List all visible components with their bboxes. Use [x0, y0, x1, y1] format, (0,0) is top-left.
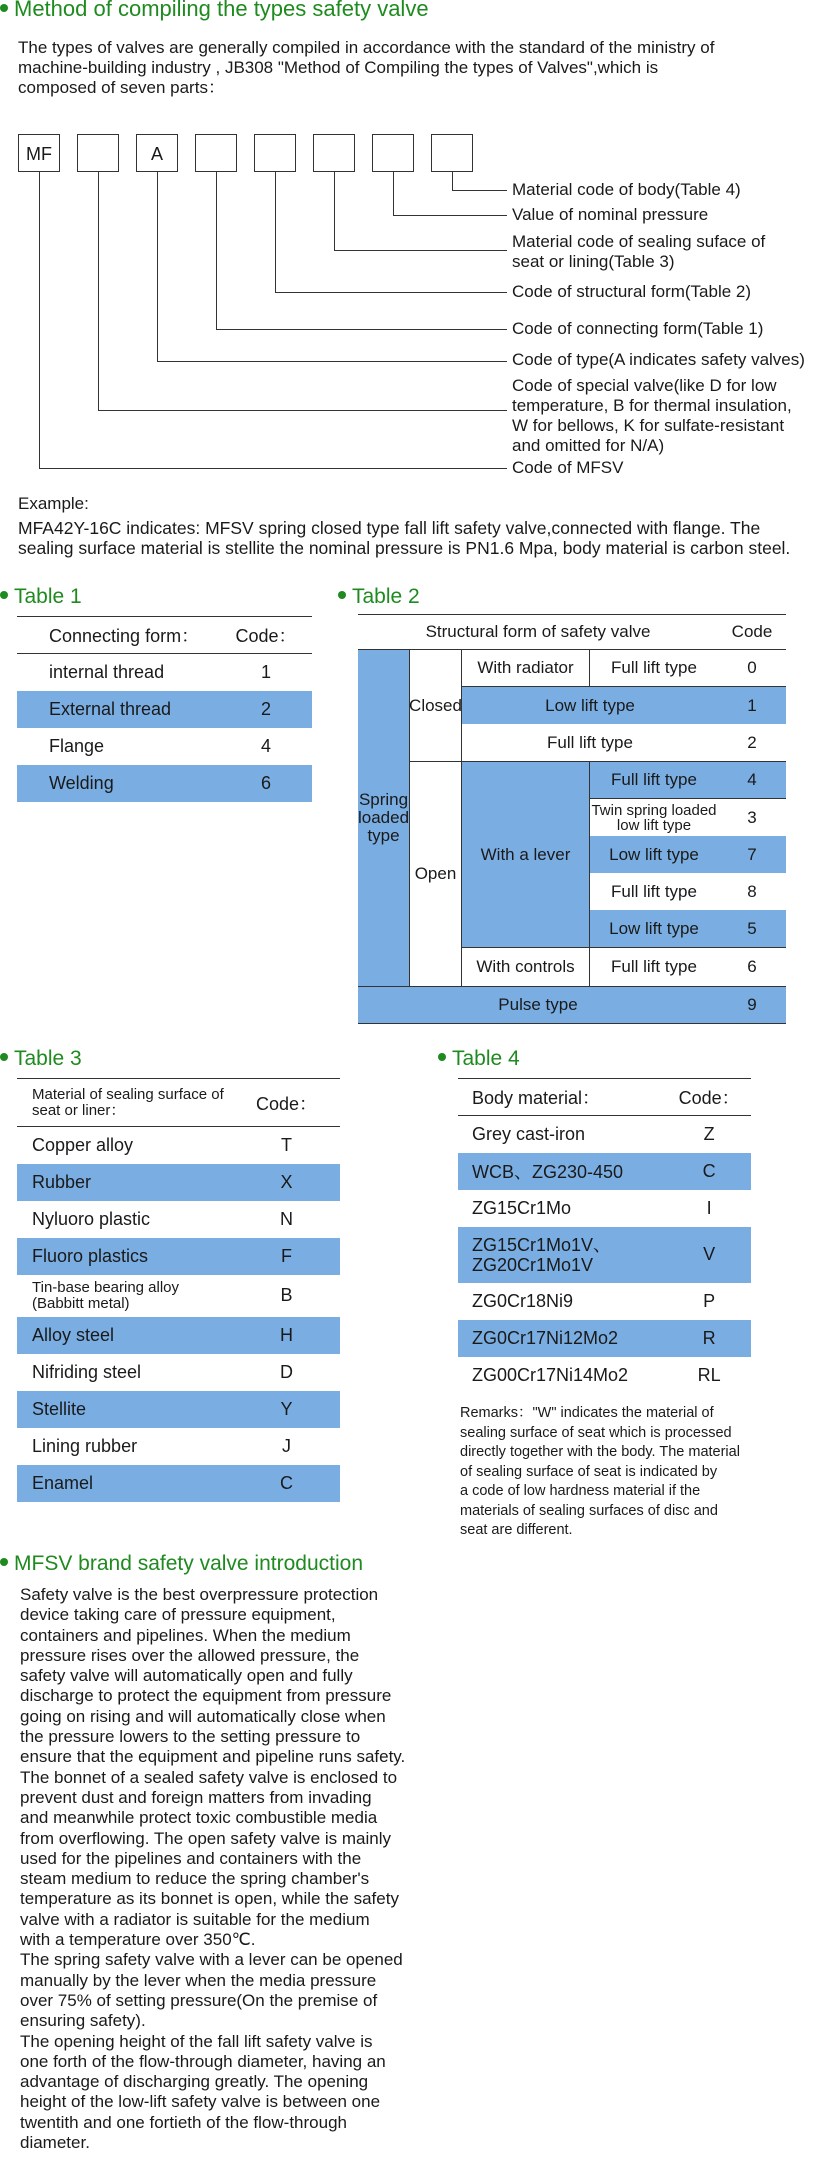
table4-cell: ZG15Cr1Mo1V、 ZG20Cr1Mo1V — [472, 1234, 612, 1275]
example-text — [18, 518, 790, 558]
intro-text-line: with a temperature over 350℃. — [20, 1930, 256, 1950]
intro-text-line: valve with a radiator is suitable for the medium — [20, 1909, 370, 1929]
table3-cell: Copper alloy — [32, 1134, 134, 1155]
remarks-line: of sealing surface of seat is indicated by — [460, 1463, 718, 1480]
intro-text-line: Safety valve is the best overpressure protection — [20, 1585, 379, 1604]
table3-cell: Stellite — [32, 1398, 87, 1419]
intro-text-line: prevent dust and foreign matters from invading — [20, 1787, 372, 1807]
table2 — [358, 614, 786, 1024]
table3-header-code: Code： — [255, 1093, 318, 1114]
legend-structural: Code of structural form(Table 2) — [512, 282, 752, 301]
table1-cell: Flange — [49, 735, 105, 756]
intro-section-body — [20, 1585, 450, 2153]
intro-text-line: advantage of discharging greatly. The opening — [20, 2072, 369, 2092]
table3-cell: Enamel — [32, 1472, 94, 1493]
table3-cell: Rubber — [32, 1171, 92, 1192]
intro-text-line: over 75% of setting pressure(On the premise of — [20, 1990, 378, 2010]
bullet-icon — [0, 591, 8, 599]
code-box-struct — [254, 134, 296, 172]
table4-cell: RL — [697, 1364, 721, 1385]
code-box-body — [431, 134, 473, 172]
table2-cell: Full lift type — [611, 881, 697, 901]
intro-text-line: The spring safety valve with a lever can be opened — [20, 1950, 403, 1970]
intro-section-title — [0, 1552, 363, 1576]
table2-cell: Full lift type — [462, 724, 718, 762]
table2-code: 4 — [718, 762, 786, 799]
table1-cell: internal thread — [49, 661, 165, 682]
table2-cell: Full lift type — [590, 650, 718, 687]
intro-text-line: ensuring safety). — [20, 2011, 146, 2031]
table3-cell: Y — [280, 1398, 293, 1419]
table4-cell: P — [703, 1290, 716, 1311]
table3-cell: T — [281, 1134, 292, 1155]
table1-header-code: Code： — [235, 626, 297, 646]
table1-cell: External thread — [49, 698, 172, 719]
table4-cell: Grey cast-iron — [472, 1123, 586, 1144]
table2-pulse: Pulse type — [358, 986, 718, 1024]
table3-cell: Tin-base bearing alloy (Babbitt metal) — [32, 1278, 180, 1312]
intro-text-line: twentith and one fortieth of the flow-through — [20, 2112, 347, 2132]
table4-header-material: Body material： — [472, 1088, 601, 1108]
table2-cell: Twin spring loaded low lift type — [591, 801, 717, 834]
table2-code: 3 — [747, 807, 757, 827]
intro-text-line: height of the low-lift safety valve is between one — [20, 2092, 381, 2112]
legend-special-2: temperature, B for thermal insulation, — [512, 396, 792, 415]
table1-cell: 4 — [260, 735, 271, 756]
example-label: Example: — [18, 494, 89, 513]
example-line: MFA42Y-16C indicates: MFSV spring closed type fall lift safety valve,connected with flange. The — [18, 518, 761, 538]
table1-title-text: Table 1 — [14, 585, 82, 608]
table3-cell: Alloy steel — [32, 1324, 115, 1345]
table3-cell: C — [280, 1472, 293, 1493]
bullet-icon — [0, 1053, 8, 1061]
legend-special-3: W for bellows, K for sulfate-resistant — [512, 416, 785, 435]
intro-text-line: one forth of the flow-through diameter, having an — [20, 2051, 386, 2071]
table4-cell: Z — [703, 1123, 715, 1144]
intro-text-line: The opening height of the fall lift safety valve is — [20, 2031, 373, 2051]
table2-header: Structural form of safety valve — [425, 622, 651, 641]
remarks-line: materials of sealing surfaces of disc and — [460, 1502, 718, 1519]
table2-open: Open — [410, 762, 462, 986]
intro-line: composed of seven parts： — [18, 78, 225, 97]
remarks-line: a code of low hardness material if the — [460, 1483, 701, 1499]
intro-text-line: pressure rises over the allowed pressure, the — [20, 1645, 360, 1665]
table2-closed: Closed — [410, 650, 462, 762]
table2-title — [338, 585, 420, 609]
intro-text-line: discharge to protect the equipment from pressure — [20, 1686, 392, 1706]
table3-cell: B — [280, 1285, 293, 1305]
legend-nominal-pressure: Value of nominal pressure — [512, 205, 709, 224]
code-box-connect — [195, 134, 237, 172]
table2-with-radiator: With radiator — [462, 650, 590, 687]
intro-text-line: from overflowing. The open safety valve is mainly — [20, 1828, 392, 1848]
bullet-icon — [0, 4, 8, 12]
table2-spring-loaded: Spring loaded type — [358, 650, 410, 986]
table1-header-form: Connecting form： — [49, 626, 200, 646]
table1-cell: 2 — [260, 698, 271, 719]
bullet-icon — [338, 591, 346, 599]
table2-code: 6 — [747, 957, 757, 976]
intro-text-line: The bonnet of a sealed safety valve is enclosed to — [20, 1767, 398, 1787]
intro-text-line: and meanwhile protect toxic combustible media — [20, 1808, 378, 1828]
table4 — [458, 1078, 751, 1394]
table2-code: 7 — [718, 836, 786, 873]
table1-title — [0, 585, 82, 609]
table2-cell: Low lift type — [462, 687, 718, 724]
table1-cell: Welding — [49, 772, 114, 793]
table4-cell: I — [706, 1197, 712, 1218]
intro-text-line: device taking care of pressure equipment, — [20, 1605, 336, 1625]
code-box-pressure — [372, 134, 414, 172]
code-box-type: A — [136, 134, 178, 172]
intro-text-line: temperature as its bonnet is open, while the safety — [20, 1889, 399, 1909]
legend-type: Code of type(A indicates safety valves) — [512, 350, 805, 369]
table3-title-text: Table 3 — [14, 1047, 82, 1070]
table1-cell: 1 — [260, 661, 271, 682]
table4-title — [438, 1047, 520, 1071]
legend-connecting: Code of connecting form(Table 1) — [512, 319, 764, 338]
table3-cell: Nyluoro plastic — [32, 1208, 151, 1229]
intro-line: machine-building industry , JB308 "Method of Compiling the types of Valves",which is — [18, 58, 659, 77]
legend-body-material: Material code of body(Table 4) — [512, 180, 741, 199]
intro-text-line: ensure that the equipment and pipeline runs safety. — [20, 1747, 406, 1767]
table3-cell: N — [280, 1208, 293, 1229]
table2-title-text: Table 2 — [352, 585, 420, 608]
intro-text-line: going on rising and will automatically close when — [20, 1706, 386, 1726]
table2-with-lever: With a lever — [462, 762, 590, 948]
intro-section-title-text: MFSV brand safety valve introduction — [14, 1552, 364, 1575]
remarks-line: sealing surface of seat which is processed — [460, 1424, 732, 1441]
table3-cell: X — [280, 1171, 293, 1192]
table2-code: 0 — [718, 650, 786, 687]
legend-sealing-2: seat or lining(Table 3) — [512, 252, 675, 271]
table4-cell: V — [703, 1244, 716, 1264]
table3-title — [0, 1047, 82, 1071]
legend-mfsv: Code of MFSV — [512, 458, 624, 477]
table3-header-material: Material of sealing surface of seat or liner： — [32, 1085, 224, 1119]
table4-cell: ZG0Cr18Ni9 — [472, 1290, 574, 1311]
remarks-line: directly together with the body. The material — [460, 1444, 740, 1460]
page-title-text: Method of compiling the types safety valve — [14, 0, 429, 21]
table4-cell: ZG0Cr17Ni12Mo2 — [472, 1327, 619, 1348]
intro-text-line: steam medium to reduce the spring chamber's — [20, 1869, 370, 1889]
table2-code: 1 — [718, 687, 786, 724]
intro-text-line: diameter. — [20, 2133, 90, 2153]
table2-code: 2 — [718, 724, 786, 762]
legend-sealing-1: Material code of sealing suface of — [512, 232, 766, 251]
table3-cell: H — [280, 1324, 293, 1345]
table3-cell: Nifriding steel — [32, 1361, 142, 1382]
table2-code-header: Code — [731, 622, 773, 641]
table4-cell: ZG15Cr1Mo — [472, 1197, 572, 1218]
table4-cell: C — [702, 1160, 716, 1181]
table3-cell: D — [280, 1361, 293, 1382]
table3-cell: Lining rubber — [32, 1435, 138, 1456]
table4-cell: ZG00Cr17Ni14Mo2 — [472, 1364, 629, 1385]
table4-cell: R — [702, 1327, 716, 1348]
table1 — [17, 616, 312, 802]
table3-cell: Fluoro plastics — [32, 1245, 149, 1266]
table2-cell: Full lift type — [590, 762, 718, 799]
table4-cell: WCB、ZG230-450 — [472, 1162, 624, 1182]
legend-special-1: Code of special valve(like D for low — [512, 376, 777, 395]
code-box-special — [77, 134, 119, 172]
intro-text-line: containers and pipelines. When the medium — [20, 1625, 351, 1645]
intro-text-line: manually by the lever when the media pressure — [20, 1970, 377, 1990]
intro-line: The types of valves are generally compiled in accordance with the standard of the ministry of — [18, 38, 715, 57]
table2-code: 5 — [718, 910, 786, 948]
bullet-icon — [438, 1053, 446, 1061]
table2-cell: Low lift type — [590, 836, 718, 873]
table2-cell: Low lift type — [590, 910, 718, 948]
table1-cell: 6 — [260, 772, 271, 793]
intro-text-line: the pressure lowers to the setting pressure to — [20, 1727, 361, 1747]
table2-with-controls: With controls — [462, 948, 590, 986]
example-line: sealing surface material is stellite the nominal pressure is PN1.6 Mpa, body material is carbon steel. — [18, 538, 791, 558]
table2-code: 9 — [718, 986, 786, 1024]
table4-header-code: Code： — [678, 1088, 740, 1108]
table2-cell: Full lift type — [611, 957, 697, 976]
table3-cell: F — [281, 1245, 292, 1266]
page-title — [0, 0, 429, 22]
intro-text-line: safety valve will automatically open and fully — [20, 1666, 353, 1686]
table3-cell: J — [282, 1435, 291, 1456]
intro-text-line: used for the pipelines and containers with the — [20, 1848, 362, 1868]
code-box-mf: MF — [18, 134, 60, 172]
intro-paragraph — [18, 38, 714, 98]
table2-code: 8 — [747, 881, 757, 901]
legend-special-4: and omitted for N/A) — [512, 436, 665, 455]
table3 — [17, 1078, 340, 1502]
remarks-line: seat are different. — [460, 1522, 573, 1538]
remarks-line: Remarks："W" indicates the material of — [460, 1405, 714, 1421]
bullet-icon — [0, 1558, 8, 1566]
table4-title-text: Table 4 — [452, 1047, 520, 1070]
table4-remarks — [460, 1404, 740, 1541]
code-box-sealing — [313, 134, 355, 172]
